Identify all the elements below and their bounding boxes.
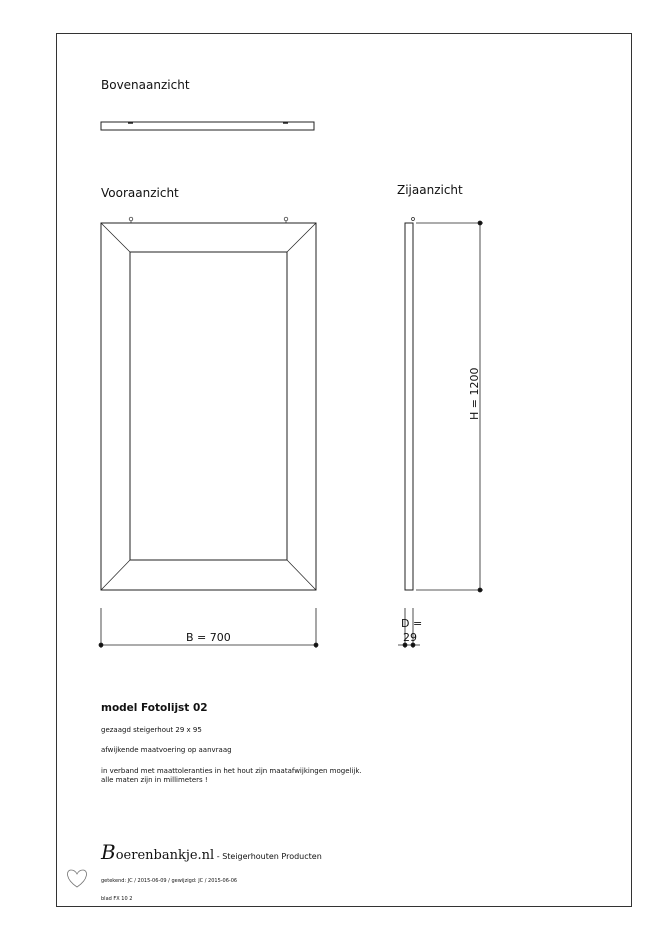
depth-label: D = (401, 617, 423, 630)
model-note-tolerance: in verband met maattoleranties in het hout zijn maatafwijkingen mogelijk. (101, 767, 362, 775)
top-view-title: Bovenaanzicht (101, 78, 190, 92)
top-view (101, 122, 314, 130)
front-view (101, 217, 316, 590)
company-logo (101, 840, 322, 864)
side-board (405, 223, 413, 590)
height-dot-bottom (478, 588, 482, 592)
model-title: model Fotolijst 02 (101, 702, 208, 714)
sheet-number: blad FX 10 2 (101, 896, 133, 902)
height-label: H = 1200 (468, 367, 481, 420)
model-material: gezaagd steigerhout 29 x 95 (101, 726, 202, 734)
heart-icon (67, 870, 86, 887)
frame-outer (101, 223, 316, 590)
miter-tr (287, 223, 316, 252)
width-dot-right (314, 643, 318, 647)
model-custom-size: afwijkende maatvoering op aanvraag (101, 746, 232, 754)
width-dot-left (99, 643, 103, 647)
depth-value: 29 (403, 631, 417, 644)
drawn-info: getekend: JC / 2015-06-09 / gewijzigd: JC / 2015-06-06 (101, 878, 238, 884)
width-label: B = 700 (186, 631, 231, 644)
miter-br (287, 560, 316, 590)
logo-subtitle: - Steigerhouten Producten (214, 852, 322, 861)
side-view-title: Zijaanzicht (397, 183, 463, 197)
miter-bl (101, 560, 130, 590)
hanger-left (129, 217, 133, 221)
hanger-right (284, 217, 288, 221)
front-view-title: Vooraanzicht (101, 186, 179, 200)
frame-inner (130, 252, 287, 560)
miter-tl (101, 223, 130, 252)
model-note-units: alle maten zijn in millimeters ! (101, 776, 208, 784)
side-view (405, 218, 415, 591)
side-hanger (412, 218, 415, 221)
logo-name: oerenbankje.nl (115, 848, 215, 863)
height-dot-top (478, 221, 482, 225)
logo-letter: B (101, 840, 116, 864)
